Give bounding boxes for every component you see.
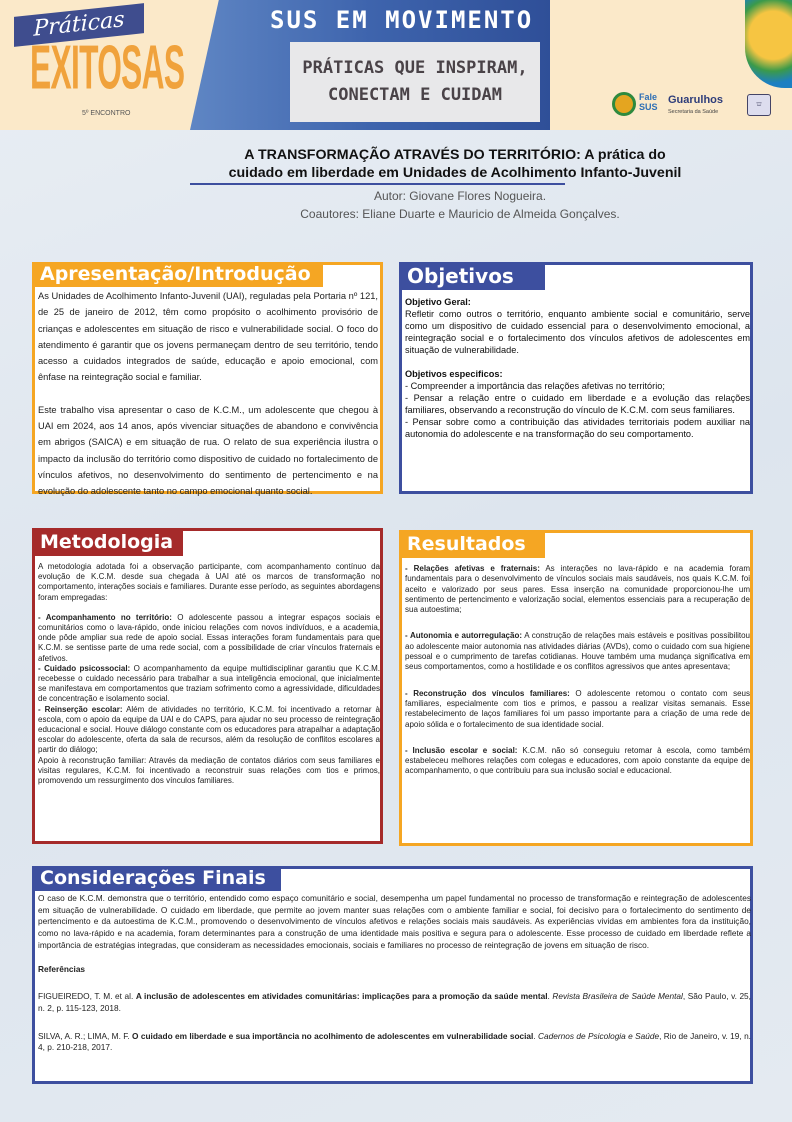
poster-title <box>185 146 725 182</box>
list-item <box>38 705 380 756</box>
department-name: Secretaria da Saúde <box>668 109 719 115</box>
section-heading: Objetivos <box>399 262 545 290</box>
ref-journal: Cadernos de Psicologia e Saúde <box>538 1030 660 1041</box>
sus-logo-text: Fale SUS <box>639 92 658 112</box>
list-item <box>405 689 750 730</box>
banner-headline: SUS EM MOVIMENTO <box>270 6 534 34</box>
item-text: As interações no lava-rápido e na academia foram fundamentais para o desenvolvimento de vínculos sociais mais saudáveis, nos quais K.C.M. foi aceito e valorizado por seus pares. Essa inserção na comunidade proporcionou-lhe um sentimento de pertencimento e valorização social, elementos essenciais para a recuperação de sua autoestima; <box>405 564 750 615</box>
list-item: - Pensar sobre como a contribuição das atividades territoriais podem auxiliar na autonomia do adolescente e na transformação do seu comportamento. <box>405 417 750 439</box>
item-label: - Inclusão escolar e social: <box>405 745 518 755</box>
ref-title: A inclusão de adolescentes em atividades comunitárias: implicações para a promoção da saúde mental <box>135 991 548 1002</box>
item-text: O acompanhamento da equipe multidisciplinar garantiu que K.C.M. recebesse o cuidado necessário para trabalhar a sua inteligência emocional, que inicialmente se manifestava em comportamentos que traziam sofrimento como a agressividade, dificuldades de concentração e isolamento social. <box>38 663 381 704</box>
ref-journal: Revista Brasileira de Saúde Mental <box>552 991 683 1002</box>
item-text: O adolescente passou a integrar espaços sociais e comunitários como o lava-rápido, onde iniciou relações com novos indivíduos, e a academia, onde pôde ampliar sua rede de apoio social. Essas interações foram fundamentais para que K.C.M. se sentisse parte de uma rede social, com a possibilidade de criar vínculos fraternais e afetivos. <box>38 612 381 663</box>
list-item <box>405 564 750 615</box>
list-item <box>38 664 380 705</box>
item-text: K.C.M. não só conseguiu retomar à escola, como também estabeleceu melhores relações com colegas e educadores, com apoio constante da equipe de acompanhamento, o que contribuiu para sua inclusão social e educacional. <box>405 745 750 776</box>
section-heading: Resultados <box>399 530 545 558</box>
section-body <box>38 893 751 1054</box>
title-line2: cuidado em liberdade em Unidades de Acolhimento Infanto-Juvenil <box>228 165 682 181</box>
metodologia-section <box>32 528 383 844</box>
references-heading: Referências <box>38 963 86 974</box>
ref-title: O cuidado em liberdade e sua importância no acolhimento de adolescentes em vulnerabilidade social <box>132 1030 534 1041</box>
item-label: - Relações afetivas e fraternais: <box>405 564 540 573</box>
paragraph: Este trabalho visa apresentar o caso de K.C.M., um adolescente que chegou à UAI em 2024, aos 14 anos, após vivenciar situações de abandono e convivência em abrigos (SAICA) e em situação de rua. O relato de sua experiência ilustra o impacto da inclusão do território como dispositivo de cuidado no fortalecimento de vínculos afetivos, no desenvolvimento do sentimento de pertencimento e na evolução do adolescente tanto no campo emocional quanto social. <box>38 404 378 497</box>
section-body <box>38 562 380 786</box>
section-body <box>405 296 750 440</box>
objetivos-section <box>399 262 753 494</box>
author: Autor: Giovane Flores Nogueira. <box>373 189 547 203</box>
consideracoes-section <box>32 866 753 1084</box>
tagline-line1: PRÁTICAS QUE INSPIRAM, <box>302 58 528 78</box>
ref-details: , São Paulo, v. 25, n. 2, p. 115-123, 2018. <box>38 991 751 1013</box>
item-text: A construção de relações mais estáveis e positivas possibilitou ao adolescente maior autonomia nas atividades diárias (AVDs), como o cuidado com sua higiene pessoal e o cumprimento de tarefas cotidianas. Houve também uma mudança significativa em seus comportamentos, como a hostilidade e os conflitos agressivos que antes apresentava; <box>405 631 750 672</box>
city-coat-of-arms-icon: ⛫ <box>747 94 771 116</box>
item-label: - Cuidado psicossocial: <box>38 663 131 673</box>
ref-authors: FIGUEIREDO, T. M. et al. <box>38 991 136 1002</box>
item-text: Apoio à reconstrução familiar: Através da mediação de contatos diários com seus familiares e visitas regulares, K.C.M. foi incentivado a reconstruir suas relações com tios e primos, promovendo um ressurgimento dos vínculos familiares. <box>38 755 380 786</box>
item-text: Além de atividades no território, K.C.M. foi incentivado a retornar à escola, com o apoio da equipe da UAI e do CAPS, para ajudar no seu processo de reintegração educacional e social. Houve diálogo constante com os educadores para atrapalhar a adaptação escolar do adolescente, oferta da sala de recursos, além da resolução de conflitos escolares a partir do diálogo; <box>38 704 380 755</box>
subheading: Objetivo Geral: <box>405 297 471 307</box>
title-line1: A TRANSFORMAÇÃO ATRAVÉS DO TERRITÓRIO: A prática do <box>244 147 666 163</box>
list-item: - Compreender a importância das relações afetivas no território; <box>405 381 665 391</box>
reference-item <box>38 991 751 1014</box>
item-label: - Reconstrução dos vínculos familiares: <box>405 688 570 698</box>
subheading: Objetivos especificos: <box>405 369 503 379</box>
section-heading: Metodologia <box>32 528 183 556</box>
section-heading: Apresentação/Introdução <box>32 262 323 287</box>
reference-item <box>38 1031 751 1054</box>
paragraph: A metodologia adotada foi a observação participante, com acompanhamento contínuo da evolução de K.C.M. desde sua chegada à UAI até os marcos de transformação no comportamento, interações sociais e familiares. Durante esse período, as seguintes abordagens foram empregadas: <box>38 562 380 602</box>
sus-logo-icon <box>612 92 636 116</box>
list-item <box>405 746 750 777</box>
item-label: - Autonomia e autorregulação: <box>405 631 523 641</box>
section-heading: Considerações Finais <box>32 866 281 891</box>
item-label: - Reinserção escolar: <box>38 704 123 714</box>
edition-label: 5º ENCONTRO <box>82 110 131 117</box>
ref-details: , Rio de Janeiro, v. 19, n. 4, p. 210-218, 2017. <box>38 1030 751 1053</box>
ref-sep: . <box>533 1030 539 1041</box>
section-body <box>38 288 378 500</box>
banner-tagline <box>290 42 540 122</box>
tagline-line2: CONECTAM E CUIDAM <box>328 85 502 105</box>
list-item <box>38 613 380 664</box>
list-item <box>405 631 750 672</box>
paragraph: Refletir como outros o território, enquanto ambiente social e comunitário, serve como um dispositivo de cuidado essencial para o desenvolvimento emocional, a reintegração social e o fortalecimento dos vínculos afetivos de adolescentes em situação de vulnerabilidade. <box>405 309 750 355</box>
ribbon-label: Práticas <box>14 3 144 47</box>
brand-title: EXITOSAS <box>30 34 185 103</box>
event-banner <box>0 0 792 130</box>
paragraph: O caso de K.C.M. demonstra que o território, entendido como espaço comunitário e social, desempenha um papel fundamental no processo de transformação e reintegração de adolescentes em situação de vulnerabilidade. O cuidado em liberdade, que permite ao jovem manter suas relações com o ambiente familiar e social, foi decisivo para o fortalecimento do sentimento de pertencimento e da autoestima de K.C.M., promovendo o desenvolvimento de vínculos afetivos e relações sociais mais saudáveis. As experiências vividas em ambientes fora da instituição, como no lava-rápido e na academia, foram determinantes para a construção de uma identidade mais positiva e segura para o adolescente. Esse processo de cuidado em liberdade reflete a importância de estratégias integradas, que consideram as necessidades emocionais, sociais e familiares no processo de reintegração de jovens em situação de risco. <box>38 893 751 950</box>
list-item: - Pensar a relação entre o cuidado em liberdade e a evolução das relações familiares, observando a reconstrução do vínculo de K.C.M. com seus familiares. <box>405 393 750 415</box>
coauthors: Coautores: Eliane Duarte e Mauricio de Almeida Gonçalves. <box>300 207 620 221</box>
title-underline <box>190 183 565 185</box>
section-body <box>405 564 750 777</box>
decorative-logo-icon <box>745 0 792 88</box>
ref-sep: . <box>547 991 553 1002</box>
paragraph: As Unidades de Acolhimento Infanto-Juvenil (UAI), reguladas pela Portaria nº 121, de 25 de janeiro de 2012, têm como propósito o acolhimento provisório de crianças e adolescentes em situação de risco e vulnerabilidade social. O foco do atendimento é garantir que os jovens permaneçam dentro de seu território, tendo acesso a cuidados integrados de saúde, educação e apoio emocional, com ênfase na reintegração social e familiar. <box>38 291 378 383</box>
ref-authors: SILVA, A. R.; LIMA, M. F. <box>38 1030 133 1041</box>
intro-section <box>32 262 383 497</box>
authors <box>190 187 730 223</box>
resultados-section <box>399 530 753 846</box>
list-item <box>38 756 380 787</box>
city-name: Guarulhos <box>668 94 724 106</box>
item-text: O adolescente retomou o contato com seus familiares, especialmente com tios e primos, e passou a realizar visitas semanais. Esse restabelecimento de laços familiares foi um passo importante para a criação de uma rede de apoio sólida e o fortalecimento de sua identidade social. <box>405 688 750 729</box>
item-label: - Acompanhamento no território: <box>38 612 172 622</box>
